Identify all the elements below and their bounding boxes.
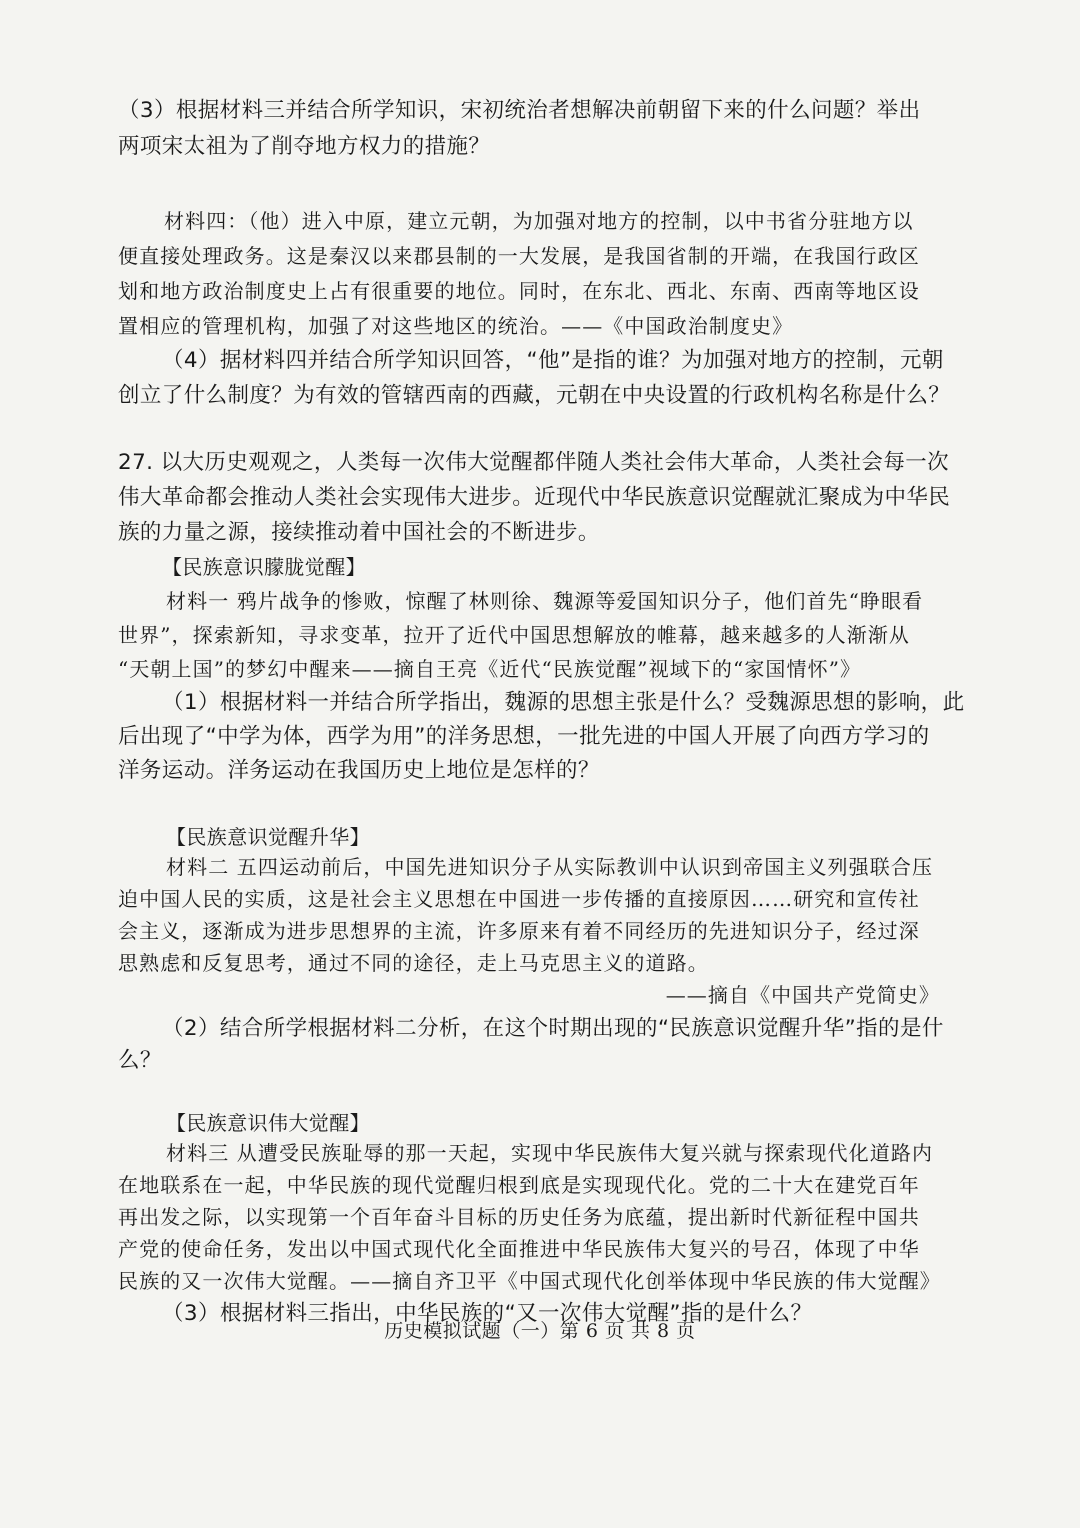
question-27-line-1: 27. 以大历史观观之，人类每一次伟大觉醒都伴随人类社会伟大革命，人类社会每一次 xyxy=(118,450,950,475)
question-27-line-3: 族的力量之源，接续推动着中国社会的不断进步。 xyxy=(118,520,600,545)
question-4-line-2: 创立了什么制度？为有效的管辖西南的西藏，元朝在中央设置的行政机构名称是什么？ xyxy=(118,383,951,408)
sub-question-1-line-3: 洋务运动。洋务运动在我国历史上地位是怎样的？ xyxy=(118,758,600,783)
section-heading-2: 【民族意识觉醒升华】 xyxy=(166,825,370,849)
material-4-line-4: 置相应的管理机构，加强了对这些地区的统治。——《中国政治制度史》 xyxy=(118,314,794,338)
section-heading-3: 【民族意识伟大觉醒】 xyxy=(166,1111,370,1135)
material-4-line-1: 材料四：（他）进入中原，建立元朝，为加强对地方的控制，以中书省分驻地方以 xyxy=(164,209,914,233)
sub-question-2-line-2: 么？ xyxy=(118,1048,162,1073)
material-3-line-5: 民族的又一次伟大觉醒。——摘自齐卫平《中国式现代化创举体现中华民族的伟大觉醒》 xyxy=(118,1269,941,1293)
sub-question-1-line-1: （1）根据材料一并结合所学指出，魏源的思想主张是什么？受魏源思想的影响，此 xyxy=(162,690,965,715)
page-footer: 历史模拟试题（一）第 6 页 共 8 页 xyxy=(384,1320,696,1342)
material-4-line-2: 便直接处理政务。这是秦汉以来郡县制的一大发展，是我国省制的开端，在我国行政区 xyxy=(118,244,920,268)
sub-question-1-line-2: 后出现了“中学为体，西学为用”的洋务思想，一批先进的中国人开展了向西方学习的 xyxy=(118,724,930,749)
question-3-line-1: （3）根据材料三并结合所学知识，宋初统治者想解决前朝留下来的什么问题？举出 xyxy=(118,98,921,123)
material-4-line-3: 划和地方政治制度史上占有很重要的地位。同时，在东北、西北、东南、西南等地区设 xyxy=(118,279,920,303)
material-1-line-3: “天朝上国”的梦幻中醒来——摘自王亮《近代“民族觉醒”视域下的“家国情怀”》 xyxy=(118,657,862,681)
question-27-line-2: 伟大革命都会推动人类社会实现伟大进步。近现代中华民族意识觉醒就汇聚成为中华民 xyxy=(118,485,951,510)
question-3-line-2: 两项宋太祖为了削夺地方权力的措施？ xyxy=(118,134,491,159)
question-4-line-1: （4）据材料四并结合所学知识回答，“他”是指的谁？为加强对地方的控制，元朝 xyxy=(162,348,944,373)
sub-question-3: （3）根据材料三指出，中华民族的“又一次伟大觉醒”指的是什么？ xyxy=(162,1301,813,1326)
section-heading-1: 【民族意识朦胧觉醒】 xyxy=(162,555,366,579)
material-3-line-3: 再出发之际，以实现第一个百年奋斗目标的历史任务为底蕴，提出新时代新征程中国共 xyxy=(118,1205,920,1229)
material-3-line-2: 在地联系在一起，中华民族的现代觉醒归根到底是实现现代化。党的二十大在建党百年 xyxy=(118,1173,920,1197)
material-2-line-1: 材料二 五四运动前后，中国先进知识分子从实际教训中认识到帝国主义列强联合压 xyxy=(166,855,934,879)
material-2-line-4: 思熟虑和反复思考，通过不同的途径，走上马克思主义的道路。 xyxy=(118,951,709,975)
material-3-line-4: 产党的使命任务，发出以中国式现代化全面推进中华民族伟大复兴的号召，体现了中华 xyxy=(118,1237,920,1261)
material-3-line-1: 材料三 从遭受民族耻辱的那一天起，实现中华民族伟大复兴就与探索现代化道路内 xyxy=(166,1141,934,1165)
material-2-line-3: 会主义，逐渐成为进步思想界的主流，许多原来有着不同经历的先进知识分子，经过深 xyxy=(118,919,920,943)
material-2-source: ——摘自《中国共产党简史》 xyxy=(665,983,940,1007)
material-2-line-2: 迫中国人民的实质，这是社会主义思想在中国进一步传播的直接原因……研究和宣传社 xyxy=(118,887,920,911)
material-1-line-1: 材料一 鸦片战争的惨败，惊醒了林则徐、魏源等爱国知识分子，他们首先“睁眼看 xyxy=(166,589,924,613)
material-1-line-2: 世界”，探索新知，寻求变革，拉开了近代中国思想解放的帷幕，越来越多的人渐渐从 xyxy=(118,623,911,647)
sub-question-2-line-1: （2）结合所学根据材料二分析，在这个时期出现的“民族意识觉醒升华”指的是什 xyxy=(162,1016,944,1041)
